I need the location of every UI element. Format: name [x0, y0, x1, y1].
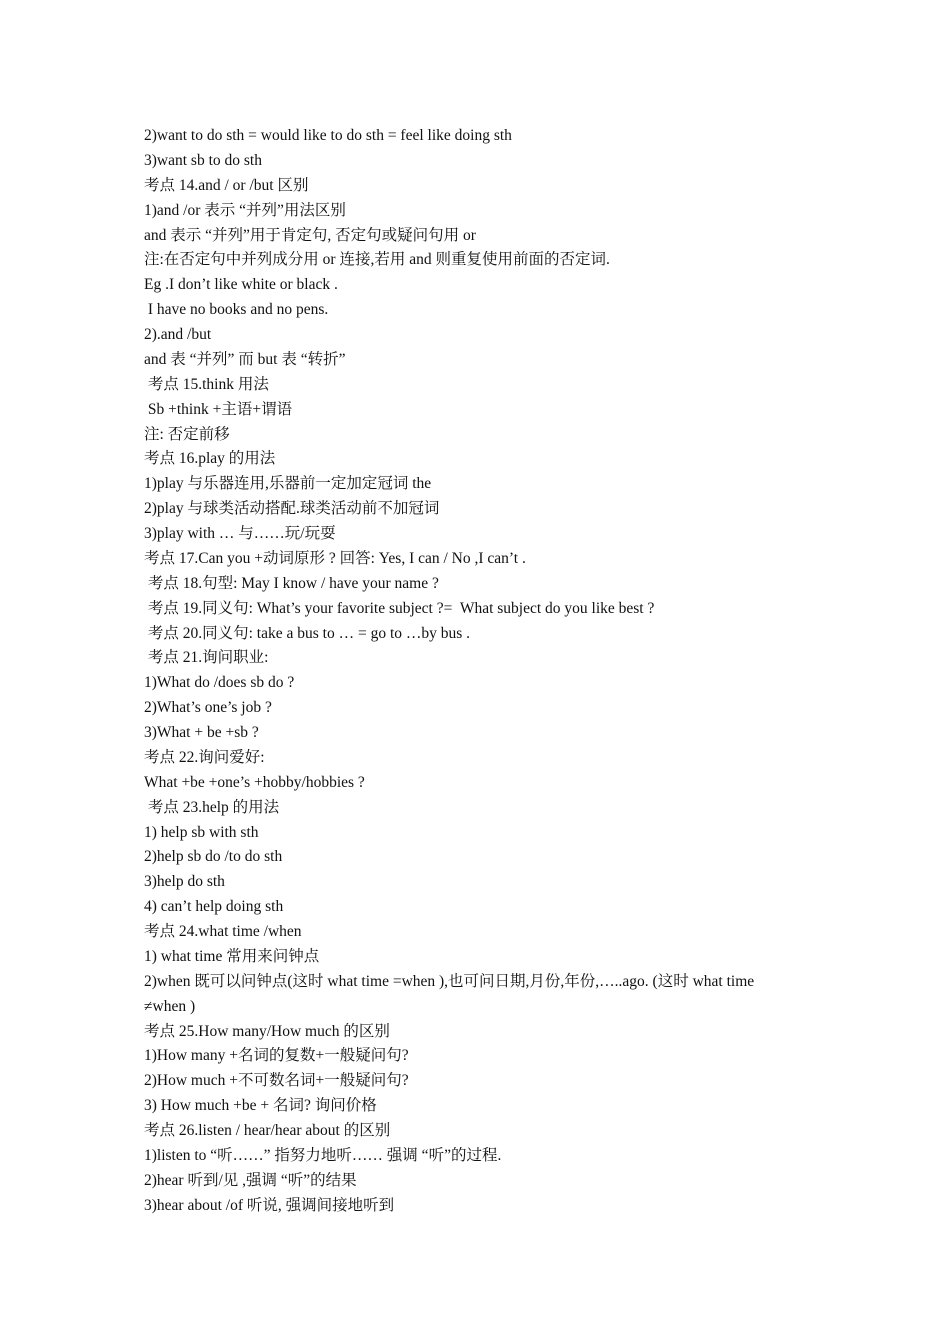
section-heading: 考点 14.and / or /but 区别: [144, 176, 309, 194]
section-heading: 考点 16.play 的用法: [144, 450, 276, 468]
section-heading: 考点 23.help 的用法: [144, 798, 280, 816]
text-line: 3)help do sth: [144, 873, 225, 891]
text-line: 3) How much +be + 名词? 询问价格: [144, 1097, 377, 1115]
section-heading: 考点 24.what time /when: [144, 923, 302, 940]
section-heading: 考点 15.think 用法: [144, 375, 269, 393]
section-heading: 考点 20.同义句: take a bus to … = go to …by bus .: [144, 624, 471, 642]
text-line: What +be +one’s +hobby/hobbies ?: [144, 773, 365, 791]
text-line: 2)hear 听到/见 ,强调 “听”的结果: [144, 1171, 357, 1189]
section-heading: 考点 22.询问爱好:: [144, 748, 265, 766]
text-line: 1)What do /does sb do ?: [144, 674, 295, 692]
text-line: 3)want sb to do sth: [144, 151, 262, 169]
text-line: 2).and /but: [144, 326, 212, 343]
text-line: 1) help sb with sth: [144, 823, 259, 841]
section-heading: 考点 21.询问职业:: [144, 649, 269, 667]
text-line: and 表示 “并列”用于肯定句, 否定句或疑问句用 or: [144, 226, 476, 244]
section-heading: 考点 26.listen / hear/hear about 的区别: [144, 1122, 391, 1139]
text-line: 1)play 与乐器连用,乐器前一定加定冠词 the: [144, 475, 432, 493]
text-line: 3)play with … 与……玩/玩耍: [144, 525, 336, 542]
text-line: Sb +think +主语+谓语: [144, 400, 293, 418]
text-line: 2)play 与球类活动搭配.球类活动前不加冠词: [144, 500, 440, 518]
text-line: 3)What + be +sb ?: [144, 724, 259, 741]
text-line: ≠when ): [144, 997, 196, 1015]
text-line: 1)listen to “听……” 指努力地听…… 强调 “听”的过程.: [144, 1146, 502, 1164]
text-line: Eg .I don’t like white or black .: [144, 276, 338, 294]
section-heading: 考点 25.How many/How much 的区别: [144, 1022, 390, 1040]
text-line: 4) can’t help doing sth: [144, 898, 284, 916]
text-line: 1) what time 常用来问钟点: [144, 947, 320, 965]
text-line: 2)help sb do /to do sth: [144, 848, 283, 866]
section-heading: 考点 18.句型: May I know / have your name ?: [144, 574, 439, 592]
text-line: 1)How many +名词的复数+一般疑问句?: [144, 1047, 409, 1065]
text-line: I have no books and no pens.: [144, 301, 329, 319]
section-heading: 考点 19.同义句: What’s your favorite subject ?= What subject do you like best ?: [144, 599, 655, 617]
text-line: 注: 否定前移: [144, 425, 230, 443]
text-line: and 表 “并列” 而 but 表 “转折”: [144, 350, 346, 368]
text-line: 2)when 既可以问钟点(这时 what time =when ),也可问日期,月份,年份,…..ago. (这时 what time: [144, 972, 755, 990]
text-line: 1)and /or 表示 “并列”用法区别: [144, 201, 346, 219]
text-line: 2)want to do sth = would like to do sth = feel like doing sth: [144, 127, 512, 144]
text-line: 注:在否定句中并列成分用 or 连接,若用 and 则重复使用前面的否定词.: [144, 251, 610, 269]
section-heading: 考点 17.Can you +动词原形 ? 回答: Yes, I can / No ,I can’t .: [144, 549, 526, 567]
text-line: 3)hear about /of 听说, 强调间接地听到: [144, 1196, 395, 1214]
text-line: 2)How much +不可数名词+一般疑问句?: [144, 1072, 409, 1090]
document-body: [144, 124, 824, 1219]
text-line: 2)What’s one’s job ?: [144, 699, 272, 717]
